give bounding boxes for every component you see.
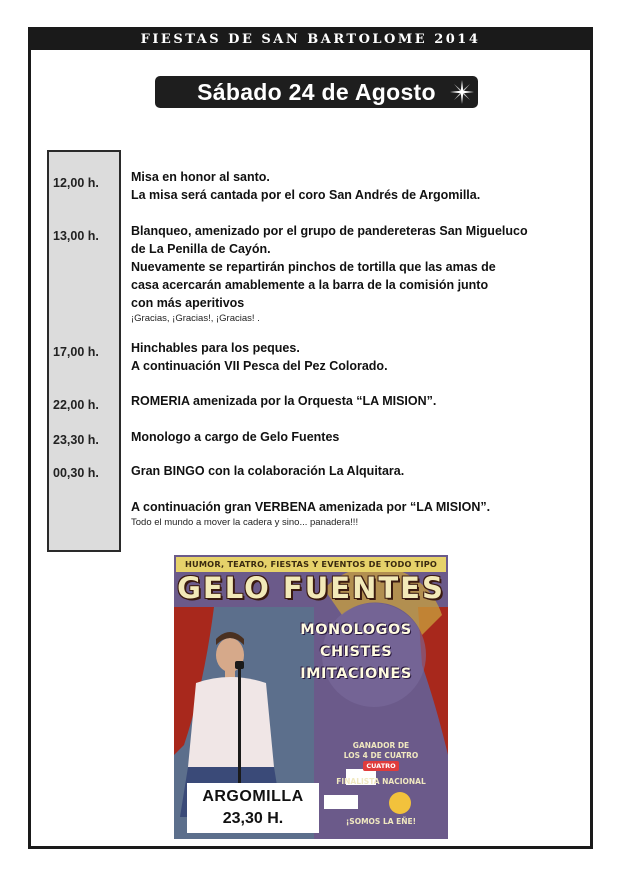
- entry-line: Nuevamente se repartirán pinchos de tortilla que las amas de: [131, 260, 496, 274]
- performance-types: [266, 619, 446, 685]
- time-label: 17,00 h.: [53, 345, 99, 359]
- venue-name: ARGOMILLA: [202, 788, 304, 805]
- date-label: Sábado 24 de Agosto: [197, 79, 436, 105]
- entry-note: Todo el mundo a mover la cadera y sino... panadera!!!: [131, 517, 359, 528]
- entry-line: Monologo a cargo de Gelo Fuentes: [131, 430, 340, 444]
- entry-line: Gran BINGO con la colaboración La Alquitara.: [131, 464, 405, 478]
- act-label: CHISTES: [319, 644, 393, 660]
- schedule-entry: [131, 498, 591, 530]
- schedule-entry: [131, 339, 591, 375]
- time-label: 22,00 h.: [53, 398, 99, 412]
- time-column: [47, 150, 121, 552]
- performer-name: GELO FUENTES: [177, 571, 445, 605]
- schedule-entry: [131, 168, 591, 204]
- entry-line: La misa será cantada por el coro San Andrés de Argomilla.: [131, 188, 481, 202]
- time-label: 13,00 h.: [53, 229, 99, 243]
- schedule-entry: [131, 392, 591, 410]
- award-line: GANADOR DE: [352, 741, 410, 750]
- entry-line: ROMERIA amenizada por la Orquesta “LA MISION”.: [131, 394, 437, 408]
- performer-poster: [174, 555, 448, 839]
- finalist-line: FINALISTA NACIONAL: [336, 777, 426, 786]
- entry-line: Hinchables para los peques.: [131, 341, 300, 355]
- award-line: LOS 4 DE CUATRO: [343, 751, 419, 760]
- poster-slogan: ¡SOMOS LA EÑE!: [345, 817, 417, 826]
- act-label: IMITACIONES: [300, 666, 412, 682]
- entry-line: de La Penilla de Cayón.: [131, 242, 271, 256]
- date-heading: [155, 76, 478, 108]
- entry-line: Blanqueo, amenizado por el grupo de pandereteras San Migueluco: [131, 224, 528, 238]
- schedule-entry: [131, 462, 591, 480]
- award-badge: CUATRO: [363, 761, 398, 771]
- award-text: [322, 741, 440, 787]
- entry-line: casa acercarán amablemente a la barra de la comisión junto: [131, 278, 489, 292]
- entry-line: Misa en honor al santo.: [131, 170, 270, 184]
- festival-banner: FIESTAS DE SAN BARTOLOME 2014: [31, 30, 590, 50]
- time-label: 23,30 h.: [53, 433, 99, 447]
- time-label: 00,30 h.: [53, 466, 99, 480]
- program-frame: [28, 27, 593, 849]
- entry-note: ¡Gracias, ¡Gracias!, ¡Gracias! .: [131, 313, 260, 324]
- time-label: 12,00 h.: [53, 176, 99, 190]
- venue-box: [187, 783, 319, 833]
- schedule-entry: [131, 222, 591, 326]
- entry-line: A continuación VII Pesca del Pez Colorado.: [131, 359, 388, 373]
- poster-header: HUMOR, TEATRO, FIESTAS Y EVENTOS DE TODO TIPO: [176, 557, 446, 572]
- entry-line: con más aperitivos: [131, 296, 245, 310]
- act-label: MONOLOGOS: [300, 622, 412, 638]
- sparkle-icon: [450, 80, 474, 104]
- entry-line: A continuación gran VERBENA amenizada por “LA MISION”.: [131, 500, 491, 514]
- schedule-entry: [131, 428, 591, 446]
- show-time: 23,30 H.: [222, 810, 284, 827]
